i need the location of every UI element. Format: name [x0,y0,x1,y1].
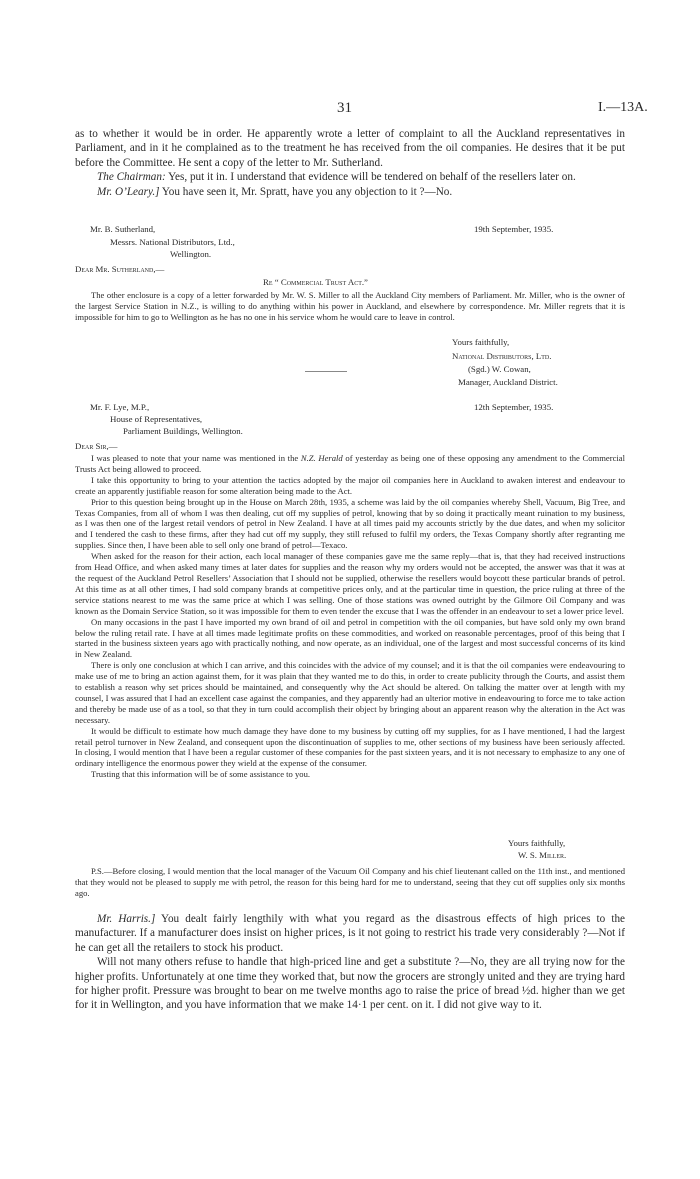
letter2-date: 12th September, 1935. [474,402,554,412]
letter2-salutation: Dear Sir,— [75,441,118,451]
letter1-addressee: Mr. B. Sutherland, [90,224,156,234]
letter2-body [75,453,625,780]
letter1-address-line-1: Messrs. National Distributors, Ltd., [110,237,235,247]
letter2-paragraph-5: On many occasions in the past I have imported my own brand of oil and petrol in competition with the oil companies, but have sold only my own brand below the ruling retail rate. I have at all times made legitimate profits on these commodities, and worked on reasonable percentages, proof of this being that I started in the business sixteen years ago with practically nothing, and now operate, as an individual, one of the largest and most successful concerns of its kind in New Zealand. [75,616,625,660]
speaker-oleary: Mr. O’Leary.] [97,185,160,198]
letter1-title: Manager, Auckland District. [458,377,558,387]
bottom-section [75,912,625,1013]
letter2-paragraph-6: There is only one conclusion at which I can arrive, and this coincides with the advice of my counsel; and it is that the oil companies were endeavouring to make use of me to bring an action against them, for it was plain that they wanted me to do this, in order to create publicity through the Courts, and assist them to establish a reason why set prices should be maintained, and consequently why the Act should be altered. On talking the matter over at length with my counsel, I was assured that I had an excellent case against the companies, and they apparently had an ulterior motive in endeavouring to force me to take action and thereby be made use of as a tool, so that they in turn could accomplish their object by bringing about an apparent reason why the alteration in the Act was necessary. [75,660,625,725]
harris-text: You dealt fairly lengthily with what you regard as the disastrous effects of high prices to the manufacturer. If a manufacturer does insist on higher prices, is it not going to restrict his trade very considerably ?—Not if he can get all the retailers to stock his product. [75,913,626,954]
chairman-paragraph [75,170,625,184]
closing-paragraph: Will not many others refuse to handle that high-priced line and get a substitute ?—No, they are all trying now for the higher profits. Unfortunately at one time they worked that, but now the grocers are strongly united and they are trying hard for higher profit. Pressure was brought to bear on me twelve months ago to raise the price of bread ½d. higher than we get for it in Wellington, and you have information that we make 14·1 per cent. on it. I did not give way to it. [75,956,625,1012]
letter2-postscript [75,866,625,899]
letter1-date: 19th September, 1935. [474,224,554,234]
letter2-paragraph-4: When asked for the reason for their action, each local manager of these companies gave me the same reply—that is, that they had received instructions from Head Office, and when asked many times at later dates for supplies and the reason why my orders would not be accepted, the answer was that it was at the request of the Auckland Petrol Resellers’ Association that I should not be supplied, otherwise the resellers would boycott these particular brands of petrol. At this time as at all other times, I had sold company brands at competitive prices only, and at the particular time in question, the price ruling at three of the service stations nearest to me was the same price at which I was selling. One of those stations was owned outright by the Gilmore Oil Company and was known as the Domain Service Station, so it was impossible for them to even tender the excuse that I was the offender in an endeavour to set a lower price level. [75,551,625,616]
top-section [75,127,625,199]
letter2-paragraph-2: I take this opportunity to bring to your attention the tactics adopted by the major oil companies here in Auckland to awaken interest and endeavour to create an apparently justifiable reason for some alteration being made to the Act. [75,474,625,496]
postscript-text: P.S.—Before closing, I would mention that the local manager of the Vacuum Oil Company and his chief lieutenant called on the 11th inst., and mentioned that they would not be pleased to supply me with petrol, the reason for this being hard for me to understand, seeing that they cut off supplies only six months ago. [75,866,625,898]
letter2-paragraph-8: Trusting that this information will be of some assistance to you. [91,769,311,780]
divider-rule [305,371,347,372]
speaker-chairman: The Chairman: [97,171,166,184]
letter2-address-line-2: Parliament Buildings, Wellington. [123,426,243,436]
letter1-body [75,290,625,323]
page-number: 31 [337,100,352,116]
speaker-harris: Mr. Harris.] [97,913,156,925]
letter1-salutation: Dear Mr. Sutherland,— [75,264,165,274]
harris-paragraph [75,912,625,955]
letter2-paragraph-3: Prior to this question being brought up in the House on March 28th, 1935, a scheme was laid by the oil companies whereby Shell, Vacuum, Big Tree, and Texas Companies, from all of whom I was then dealing, cut off my supplies of petrol, knowing that by so doing it practically meant ruination to my business, as I was then one of the largest retail vendors of petrol in New Zealand. I have at all times paid my accounts strictly by the due dates, and when my solicitor and I tendered the cash to these firms, after they had cut off my supply, they still refused to fulfil my orders, the Texas Company shortly after regranting me supplies. Since then, I have been able to sell only one brand of petrol—Texaco. [75,496,625,551]
herald-title: N.Z. Herald [300,453,343,463]
document-reference: I.—13A. [598,100,648,115]
letter1-address-line-2: Wellington. [170,249,212,259]
letter2-address-line-1: House of Representatives, [110,414,203,424]
letter2-closing: Yours faithfully, [508,838,566,848]
letter1-subject: Re “ Commercial Trust Act.” [263,277,368,287]
letter1-company: National Distributors, Ltd. [452,351,552,361]
letter1-signed: (Sgd.) W. Cowan, [468,364,531,374]
letter2-paragraph-7: It would be difficult to estimate how much damage they have done to my business by cutting off my supplies, for as I have mentioned, I had the largest retail petrol turnover in New Zealand, and consequent upon the discontinuation of supplies to me, other sections of my business have been seriously affected. In closing, I would mention that I have been a regular customer of these companies for the past sixteen years, and it is not necessary to emphasize to any one of ordinary intelligence the enormous power they wield at the expense of the consumer. [75,725,625,769]
letter2-paragraph-1: I was pleased to note that your name was mentioned in the N.Z. Herald of yesterday as being one of these opposing any amendment to the Commercial Trusts Act being allowed to proceed. [75,453,625,474]
chairman-text: Yes, put it in. I understand that evidence will be tendered on behalf of the resellers later on. [165,171,576,184]
letter2-signed: W. S. Miller. [518,850,567,860]
oleary-text: You have seen it, Mr. Spratt, have you any objection to it ?—No. [159,185,453,198]
letter1-closing: Yours faithfully, [452,337,510,347]
letter2-addressee: Mr. F. Lye, M.P., [90,402,150,412]
oleary-paragraph [75,185,625,199]
intro-paragraph: as to whether it would be in order. He apparently wrote a letter of complaint to all the Auckland representatives in Parliament, and in it he complained as to the treatment he has received from the oil companies. He desires that it be put before the Committee. He sent a copy of the letter to Mr. Sutherland. [75,128,625,169]
letter1-body-text: The other enclosure is a copy of a letter forwarded by Mr. W. S. Miller to all the Auckland City members of Parliament. Mr. Miller, who is the owner of the largest Service Station in N.Z., is willing to do anything within his power in Auckland, and elsewhere by correspondence. Mr. Miller regrets that it is impossible for him to go to Wellington as he has no one in his service whom he would care to leave in control. [75,290,625,322]
